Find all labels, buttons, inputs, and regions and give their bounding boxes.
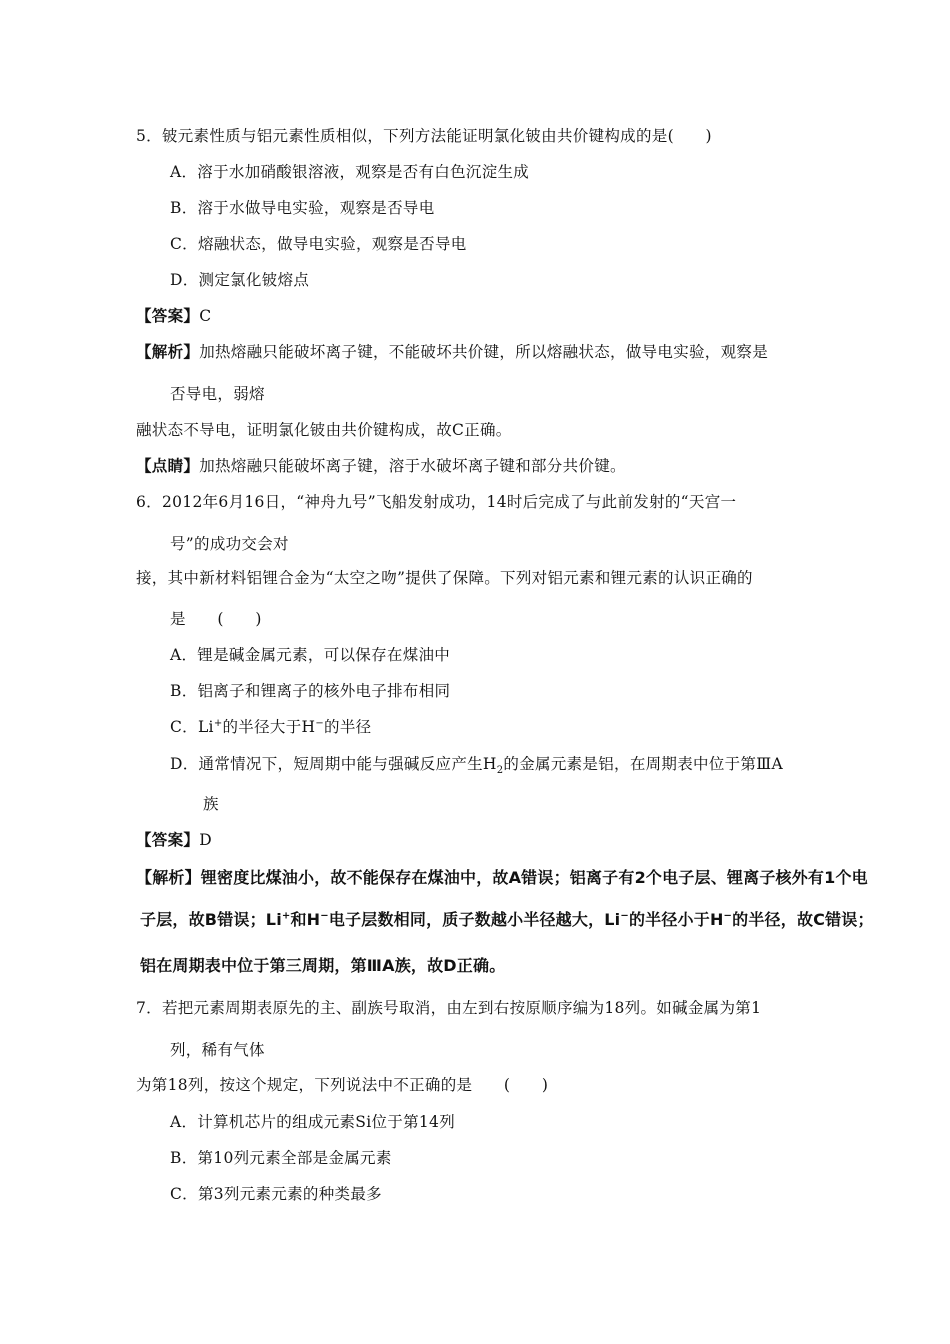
q6-option-d-part: D．通常情况下，短周期中能与强碱反应产生H xyxy=(170,755,497,773)
q6-option-d-sub: 2 xyxy=(496,765,504,777)
q6-answer-tag: 【答案】 xyxy=(136,830,200,849)
q6-option-c-part: 的半径大于H xyxy=(222,718,316,736)
q5-option-d: D．测定氯化铍熔点 xyxy=(170,271,310,289)
q6-analysis-line-1: 【解析】锂密度比煤油小，故不能保存在煤油中，故A错误；铝离子有2个电子层、锂离子核外有1个电 xyxy=(136,868,868,887)
q5-analysis-line-1 xyxy=(136,342,768,362)
q6-analysis-sup: − xyxy=(620,910,629,922)
q6-option-b: B．铝离子和锂离子的核外电子排布相同 xyxy=(170,682,451,700)
q6-stem-line-1: 6．2012年6月16日，“神舟九号”飞船发射成功，14时后完成了与此前发射的“天宫一 xyxy=(136,493,737,511)
q6-answer-value: D xyxy=(199,831,212,849)
q7-option-c: C．第3列元素元素的种类最多 xyxy=(170,1185,382,1203)
q6-option-c-part: 的半径 xyxy=(324,718,372,736)
q7-option-a: A．计算机芯片的组成元素Si位于第14列 xyxy=(170,1113,455,1131)
q7-option-b: B．第10列元素全部是金属元素 xyxy=(170,1149,392,1167)
q6-stem-line-3: 接，其中新材料铝锂合金为“太空之吻”提供了保障。下列对铝元素和锂元素的认识正确的 xyxy=(136,569,753,587)
q6-answer xyxy=(136,830,212,850)
q6-analysis-part: 的半径，故C错误； xyxy=(732,910,874,929)
q6-stem-line-4: 是 ( ) xyxy=(170,610,262,628)
q5-option-b: B．溶于水做导电实验，观察是否导电 xyxy=(170,199,435,217)
q6-analysis-sup: − xyxy=(320,910,329,922)
q6-option-c-sup: + xyxy=(213,717,223,729)
q6-analysis-sup: − xyxy=(723,910,733,922)
q5-tip xyxy=(136,456,626,476)
q5-stem: 5．铍元素性质与铝元素性质相似，下列方法能证明氯化铍由共价键构成的是( ) xyxy=(136,127,712,145)
q7-stem-line-2: 列，稀有气体 xyxy=(170,1041,265,1059)
q6-option-c xyxy=(170,717,371,737)
q6-analysis-part: 的半径小于H xyxy=(628,910,724,929)
q6-analysis-line-3: 铝在周期表中位于第三周期，第ⅢA族，故D正确。 xyxy=(140,956,506,975)
q5-analysis-line-2: 否导电，弱熔 xyxy=(170,385,265,403)
q6-option-d-continued: 族 xyxy=(203,795,219,813)
q5-answer-value: C xyxy=(199,307,212,325)
q5-option-a: A．溶于水加硝酸银溶液，观察是否有白色沉淀生成 xyxy=(170,163,530,181)
q5-answer-tag: 【答案】 xyxy=(136,306,200,325)
q5-analysis-tag: 【解析】 xyxy=(136,342,200,361)
q6-option-a: A．锂是碱金属元素，可以保存在煤油中 xyxy=(170,646,451,664)
q5-option-c: C．熔融状态，做导电实验，观察是否导电 xyxy=(170,235,467,253)
q5-tip-tag: 【点睛】 xyxy=(136,456,200,475)
q6-analysis-part: 子层，故B错误；Li xyxy=(140,910,282,929)
q6-analysis-part: 和H xyxy=(290,910,321,929)
q6-stem-line-2: 号”的成功交会对 xyxy=(170,535,289,553)
q5-answer xyxy=(136,306,211,326)
q7-stem-line-1: 7．若把元素周期表原先的主、副族号取消，由左到右按原顺序编为18列。如碱金属为第1 xyxy=(136,999,762,1017)
q6-option-c-sup: − xyxy=(315,717,325,729)
q5-analysis-text-1: 加热熔融只能破坏离子键，不能破坏共价键，所以熔融状态，做导电实验，观察是 xyxy=(199,343,769,361)
q6-option-d-part: 的金属元素是铝，在周期表中位于第ⅢA xyxy=(503,755,783,773)
q6-analysis-part: 电子层数相同，质子数越小半径越大，Li xyxy=(328,910,621,929)
q5-tip-text: 加热熔融只能破坏离子键，溶于水破坏离子键和部分共价键。 xyxy=(199,457,626,475)
q6-analysis-line-2 xyxy=(140,910,874,930)
q7-stem-line-3: 为第18列，按这个规定，下列说法中不正确的是 ( ) xyxy=(136,1076,549,1094)
q6-analysis-sup: + xyxy=(281,910,291,922)
q5-analysis-line-3: 融状态不导电，证明氯化铍由共价键构成，故C正确。 xyxy=(136,421,512,439)
q6-option-d xyxy=(170,754,783,777)
q6-option-c-part: C．Li xyxy=(170,718,214,736)
